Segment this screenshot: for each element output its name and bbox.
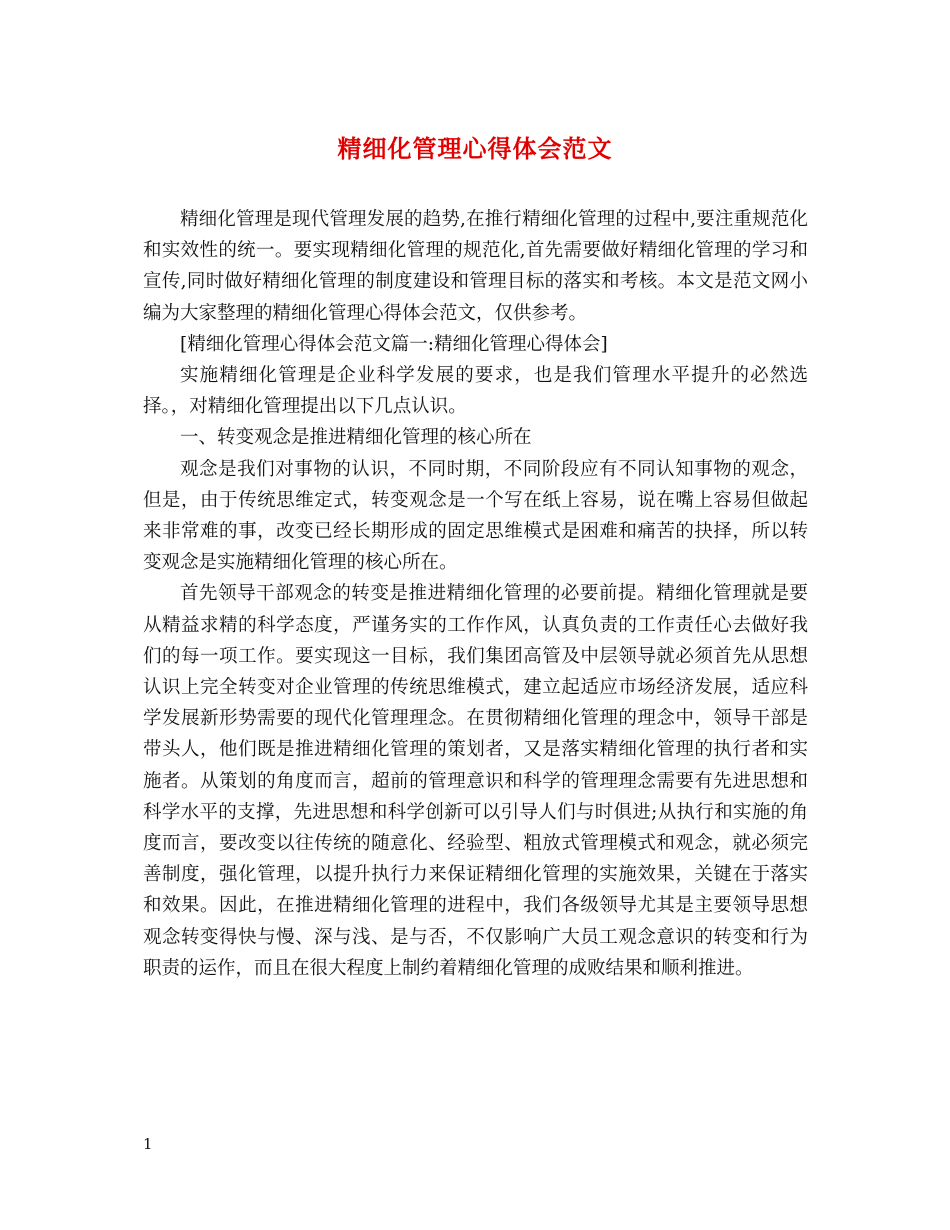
document-body [143,204,808,984]
subheading-point-one: 一、转变观念是推进精细化管理的核心所在 [180,427,532,449]
paragraph-intro: 精细化管理是现代管理发展的趋势,在推行精细化管理的过程中,要注重规范化和实效性的统一。要实现精细化管理的规范化,首先需要做好精细化管理的学习和宣传,同时做好精细化管理的制度建设和管理目标的落实和考核。本文是范文网小编为大家整理的精细化管理心得体会范文，仅供参考。 [143,209,808,324]
paragraph: 实施精细化管理是企业科学发展的要求，也是我们管理水平提升的必然选择。，对精细化管理提出以下几点认识。 [143,365,808,418]
paragraph: 观念是我们对事物的认识，不同时期，不同阶段应有不同认知事物的观念，但是，由于传统思维定式，转变观念是一个写在纸上容易，说在嘴上容易但做起来非常难的事，改变已经长期形成的固定思维模式是困难和痛苦的抉择，所以转变观念是实施精细化管理的核心所在。 [143,458,808,574]
section-heading-part-one: [精细化管理心得体会范文篇一:精细化管理心得体会] [180,333,608,355]
paragraph: 首先领导干部观念的转变是推进精细化管理的必要前提。精细化管理就是要从精益求精的科学态度，严谨务实的工作作风，认真负责的工作责任心去做好我们的每一项工作。要实现这一目标，我们集团高管及中层领导就必须首先从思想认识上完全转变对企业管理的传统思维模式，建立起适应市场经济发展，适应科学发展新形势需要的现代化管理理念。在贯彻精细化管理的理念中，领导干部是带头人，他们既是推进精细化管理的策划者，又是落实精细化管理的执行者和实施者。从策划的角度而言，超前的管理意识和科学的管理理念需要有先进思想和科学水平的支撑，先进思想和科学创新可以引导人们与时俱进;从执行和实施的角度而言，要改变以往传统的随意化、经验型、粗放式管理模式和观念，就必须完善制度，强化管理，以提升执行力来保证精细化管理的实施效果，关键在于落实和效果。因此，在推进精细化管理的进程中，我们各级领导尤其是主要领导思想观念转变得快与慢、深与浅、是与否，不仅影响广大员工观念意识的转变和行为职责的运作，而且在很大程度上制约着精细化管理的成败结果和顺利推进。 [143,583,808,979]
document-title: 精细化管理心得体会范文 [337,134,613,163]
page-number: 1 [143,1135,153,1153]
